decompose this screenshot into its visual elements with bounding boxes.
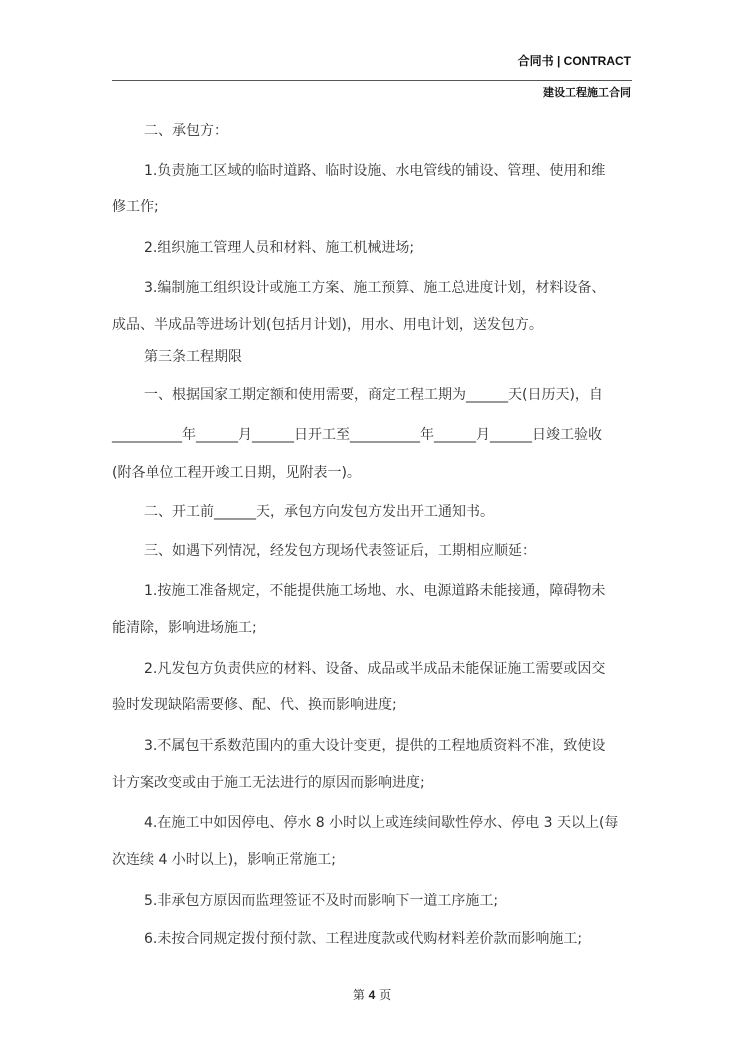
text-line: 4.在施工中如因停电、停水 8 小时以上或连续间歇性停水、停电 3 天以上(每 — [144, 815, 619, 831]
text-line: (附各单位工程开竣工日期，见附表一)。 — [112, 465, 361, 481]
text-line: 2.凡发包方负责供应的材料、设备、成品或半成品未能保证施工需要或因交 — [144, 661, 606, 677]
text-line: 成品、半成品等进场计划(包括月计划)，用水、用电计划，送发包方。 — [112, 317, 543, 333]
header-title: 合同书 | CONTRACT — [517, 54, 631, 68]
text-line: 能清除，影响进场施工; — [112, 620, 257, 636]
footer-suffix: 页 — [379, 988, 392, 1002]
text-line: 1.负责施工区域的临时道路、临时设施、水电管线的铺设、管理、使用和维 — [144, 163, 606, 179]
text-line: 2.组织施工管理人员和材料、施工机械进场; — [144, 240, 415, 256]
footer-prefix: 第 — [352, 988, 365, 1002]
text-line: 5.非承包方原因而监理签证不及时而影响下一道工序施工; — [144, 893, 499, 909]
text-line: __________年______月______日开工至__________年______月______日竣工验收 — [112, 427, 602, 443]
text-line: 二、开工前______天，承包方向发包方发出开工通知书。 — [144, 504, 494, 520]
section-heading: 第三条工程期限 — [144, 349, 242, 365]
text-line: 6.未按合同规定拨付预付款、工程进度款或代购材料差价款而影响施工; — [144, 931, 583, 947]
text-line: 3.编制施工组织设计或施工方案、施工预算、施工总进度计划，材料设备、 — [144, 280, 606, 296]
text-line: 次连续 4 小时以上)，影响正常施工; — [112, 852, 336, 868]
text-line: 三、如遇下列情况，经发包方现场代表签证后，工期相应顺延： — [144, 543, 536, 559]
page-number: 4 — [368, 988, 376, 1002]
text-line: 修工作; — [112, 199, 159, 215]
text-line: 验时发现缺陷需要修、配、代、换而影响进度; — [112, 697, 397, 713]
text-line: 一、根据国家工期定额和使用需要，商定工程工期为______天(日历天)，自 — [144, 387, 603, 403]
header-divider — [112, 80, 632, 81]
page-footer — [0, 986, 744, 1003]
header-subtitle: 建设工程施工合同 — [543, 86, 631, 99]
text-line: 1.按施工准备规定，不能提供施工场地、水、电源道路未能接通，障碍物未 — [144, 583, 606, 599]
text-line: 二、承包方： — [144, 123, 228, 139]
text-line: 3.不属包干系数范围内的重大设计变更，提供的工程地质资料不准，致使设 — [144, 738, 606, 754]
text-line: 计方案改变或由于施工无法进行的原因而影响进度; — [112, 775, 425, 791]
